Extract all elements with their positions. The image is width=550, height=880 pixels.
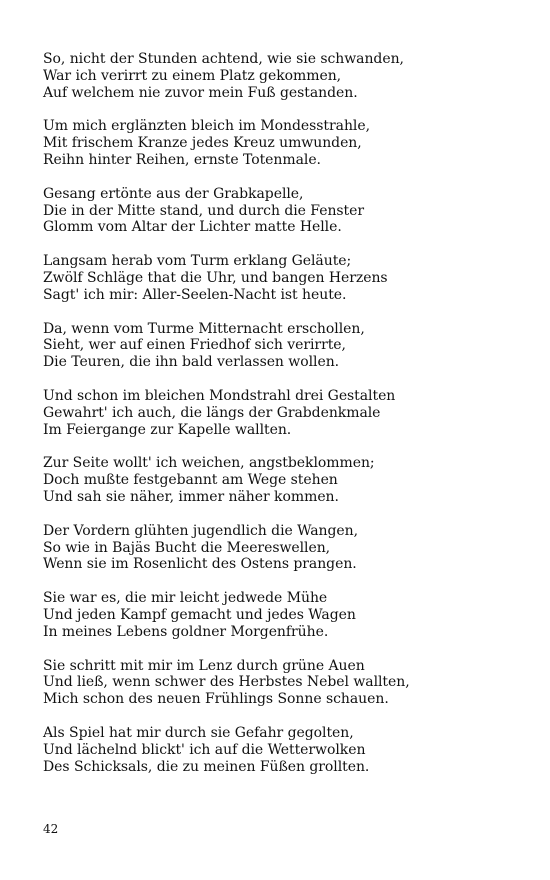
- poem-line: Da, wenn vom Turme Mitternacht erschollen,: [43, 320, 365, 337]
- poem-line: Und lächelnd blickt' ich auf die Wetterwolken: [43, 741, 366, 758]
- poem-line: Zwölf Schläge that die Uhr, und bangen Herzens: [43, 269, 388, 286]
- poem-line: In meines Lebens goldner Morgenfrühe.: [43, 623, 329, 640]
- page-number: 42: [43, 822, 59, 836]
- stanza: [43, 725, 513, 775]
- stanza: [43, 455, 513, 505]
- poem-line: Reihn hinter Reihen, ernste Totenmale.: [43, 151, 321, 168]
- stanza: [43, 321, 513, 371]
- poem-line: Die Teuren, die ihn bald verlassen wollen.: [43, 354, 340, 371]
- poem-line: War ich verirrt zu einem Platz gekommen,: [43, 67, 342, 84]
- poem-line: Wenn sie im Rosenlicht des Ostens prangen.: [43, 556, 357, 573]
- poem-line: Gesang ertönte aus der Grabkapelle,: [43, 185, 304, 202]
- poem-line: Zur Seite wollt' ich weichen, angstbeklommen;: [43, 455, 375, 472]
- poem-line: Und ließ, wenn schwer des Herbstes Nebel wallten,: [43, 674, 410, 691]
- poem-line: Um mich erglänzten bleich im Mondesstrahle,: [43, 118, 370, 135]
- poem-line: Im Feiergange zur Kapelle wallten.: [43, 421, 292, 438]
- poem-line: Mich schon des neuen Frühlings Sonne schauen.: [43, 691, 389, 708]
- poem-line: Und schon im bleichen Mondstrahl drei Gestalten: [43, 387, 396, 404]
- stanza: [43, 118, 513, 168]
- poem-line: Des Schicksals, die zu meinen Füßen grollten.: [43, 758, 370, 775]
- stanza: [43, 523, 513, 573]
- poem-line: So wie in Bajäs Bucht die Meereswellen,: [43, 539, 331, 556]
- poem-line: Und jeden Kampf gemacht und jedes Wagen: [43, 606, 356, 623]
- poem-line: Sagt' ich mir: Aller-Seelen-Nacht ist heute.: [43, 286, 347, 303]
- poem-line: Auf welchem nie zuvor mein Fuß gestanden.: [43, 84, 358, 101]
- stanza: [43, 658, 513, 708]
- poem-line: So, nicht der Stunden achtend, wie sie schwanden,: [43, 51, 404, 67]
- poem-line: Die in der Mitte stand, und durch die Fenster: [43, 202, 364, 219]
- poem-line: Glomm vom Altar der Lichter matte Helle.: [43, 219, 342, 236]
- poem-line: Der Vordern glühten jugendlich die Wangen,: [43, 522, 359, 539]
- poem-line: Sie war es, die mir leicht jedwede Mühe: [43, 590, 328, 607]
- poem-line: Und sah sie näher, immer näher kommen.: [43, 488, 339, 505]
- poem-line: Sieht, wer auf einen Friedhof sich verirrte,: [43, 337, 346, 354]
- poem-text: [43, 51, 513, 792]
- poem-line: Langsam herab vom Turm erklang Geläute;: [43, 253, 352, 270]
- poem-line: Doch mußte festgebannt am Wege stehen: [43, 472, 338, 489]
- stanza: [43, 253, 513, 303]
- poem-line: Als Spiel hat mir durch sie Gefahr gegolten,: [43, 724, 354, 741]
- poem-line: Mit frischem Kranze jedes Kreuz umwunden,: [43, 135, 362, 152]
- stanza: [43, 186, 513, 236]
- stanza: [43, 590, 513, 640]
- stanza: [43, 51, 513, 101]
- stanza: [43, 388, 513, 438]
- poem-line: Sie schritt mit mir im Lenz durch grüne Auen: [43, 657, 365, 674]
- poem-line: Gewahrt' ich auch, die längs der Grabdenkmale: [43, 404, 381, 421]
